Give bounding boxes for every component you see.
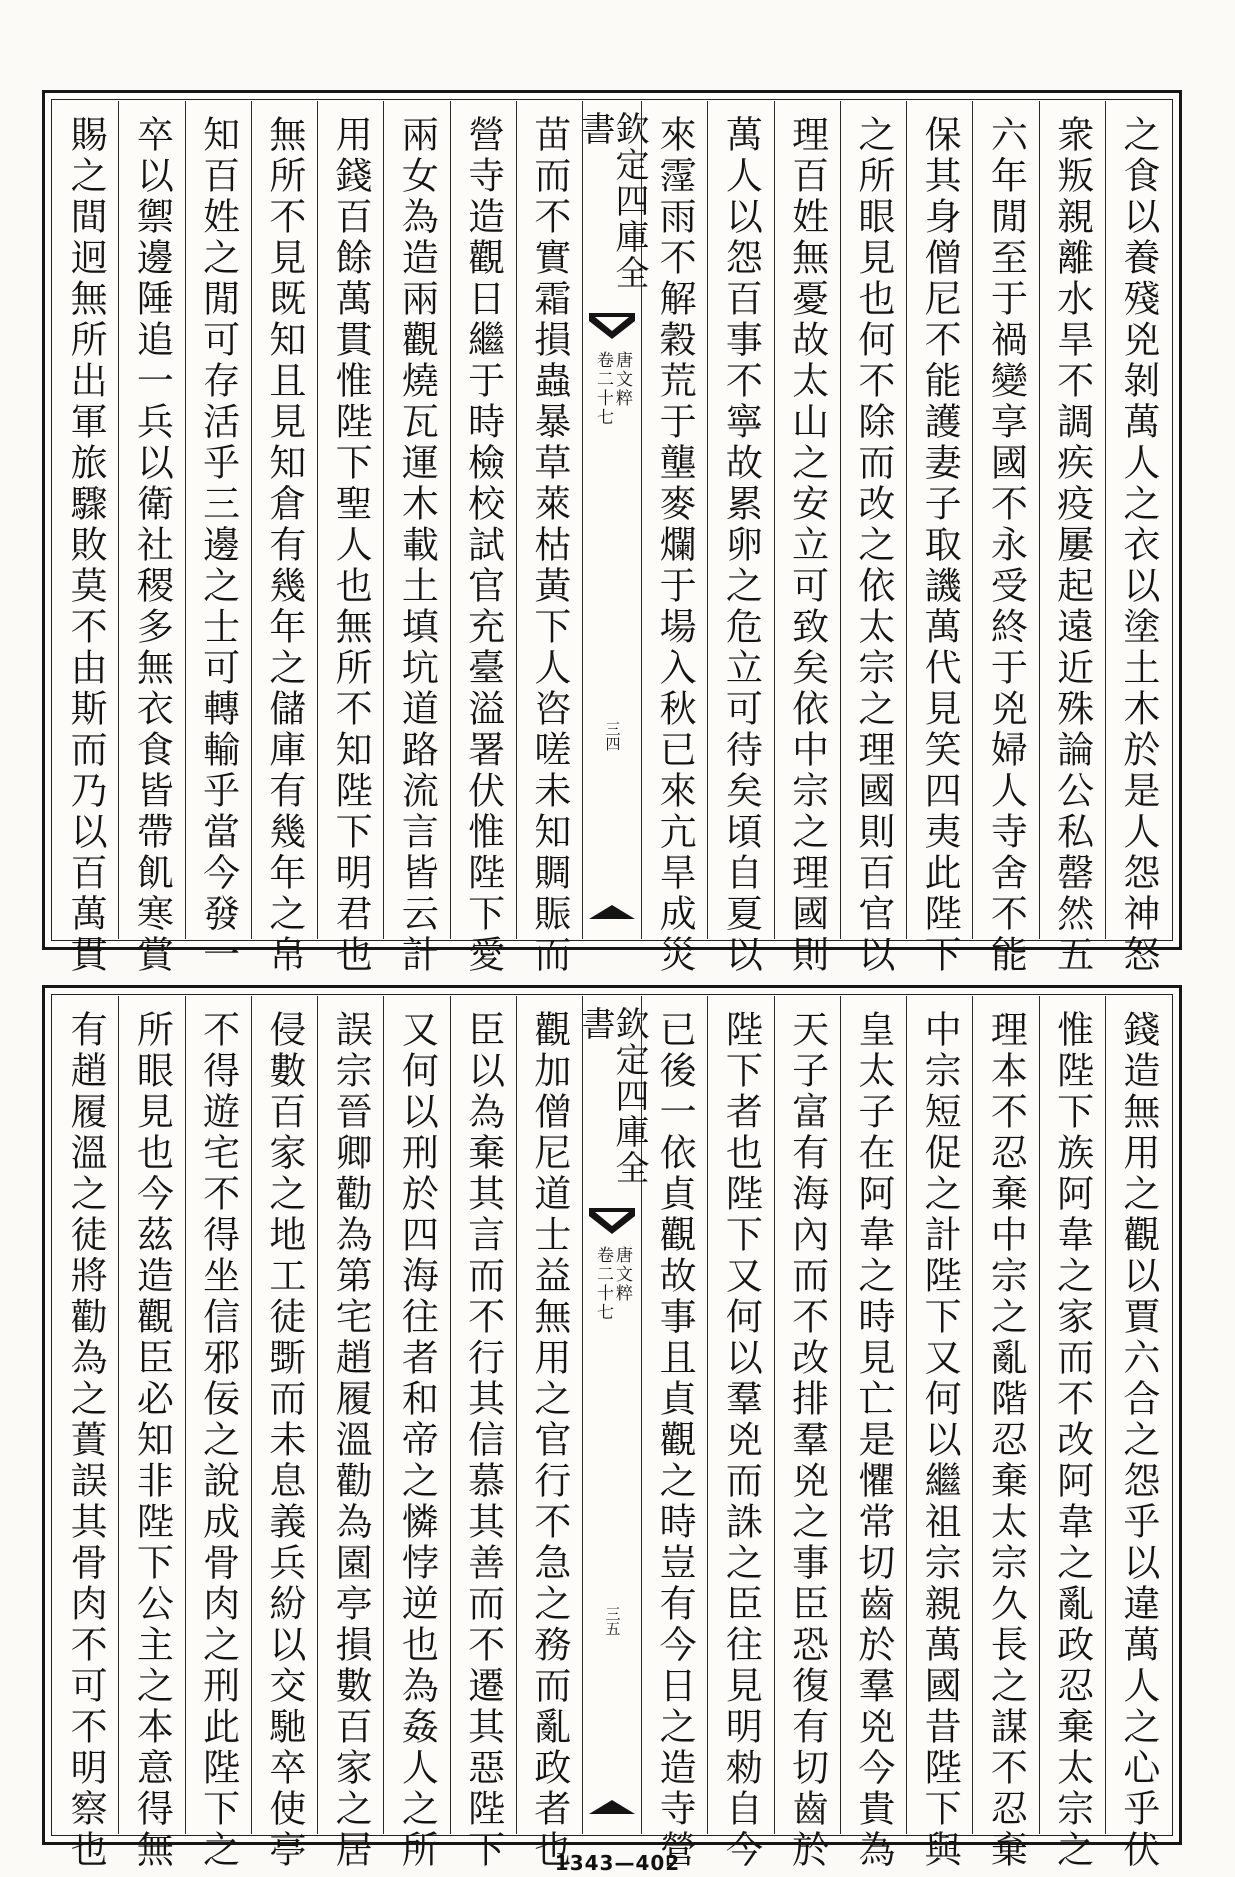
volume-page-label: 1343—402: [554, 1851, 681, 1875]
bottom-mark-icon: [589, 905, 635, 919]
text-column: 誤宗晉卿勸為第宅趙履溫勸為園亭損數百家之居: [317, 996, 383, 1834]
text-column: 知百姓之閒可存活乎三邊之士可轉輸乎當今發一: [185, 101, 251, 939]
text-column: 皇太子在阿韋之時見亡是懼常切齒於羣兇今貴為: [840, 996, 906, 1834]
text-column: 賜之間迥無所出軍旅驟敗莫不由斯而乃以百萬貫: [64, 115, 108, 976]
column-grid: [53, 101, 1171, 976]
volume-label: 卷二十七: [593, 351, 613, 427]
text-column: 不得遊宅不得坐信邪佞之說成骨肉之刑此陛下之: [185, 996, 251, 1834]
book-name: 唐文粹: [612, 1246, 632, 1303]
text-column: 天子富有海內而不改排羣兇之事臣恐復有切齒於: [774, 996, 840, 1834]
text-column: 衆叛親離水旱不調疾疫屢起遠近殊論公私罄然五: [1039, 101, 1105, 939]
text-column: 六年閒至于禍變享國不永受終于兇婦人寺舍不能: [972, 101, 1038, 939]
center-column: [575, 101, 649, 939]
fish-tail-mark-icon: [589, 313, 635, 339]
text-column: 用錢百餘萬貫惟陛下聖人也無所不知陛下明君也: [317, 101, 383, 939]
text-column: 觀加僧尼道士益無用之官行不急之務而亂政者也: [516, 996, 582, 1834]
text-column: 苗而不實霜損蟲暴草萊枯黃下人咨嗟未知賙賑而: [516, 101, 582, 939]
book-series-title: 欽定四庫全書: [575, 1006, 649, 1186]
book-series-title: 欽定四庫全書: [575, 111, 649, 291]
text-column: 之所眼見也何不除而改之依太宗之理國則百官以: [840, 101, 906, 939]
leaf-number: 三五: [603, 1606, 622, 1636]
text-column: 無所不見既知且見知倉有幾年之儲庫有幾年之帛: [251, 101, 317, 939]
text-column: 所眼見也今茲造觀臣必知非陛下公主之本意得無: [118, 996, 184, 1834]
text-column: 營寺造觀日繼于時檢校試官充臺溢署伏惟陛下愛: [450, 101, 516, 939]
text-column: 惟陛下族阿韋之家而不改阿韋之亂政忍棄太宗之: [1039, 996, 1105, 1834]
text-column: 理百姓無憂故太山之安立可致矣依中宗之理國則: [774, 101, 840, 939]
book-name: 唐文粹: [612, 351, 632, 408]
book-meta: [589, 351, 635, 427]
upper-page: [42, 90, 1182, 976]
text-column: 錢造無用之觀以賈六合之怨乎以違萬人之心乎伏: [1105, 996, 1171, 1834]
text-column: 有趙履溫之徒將勸為之蕢誤其骨肉不可不明察也: [64, 1010, 108, 1871]
bottom-mark-icon: [589, 1800, 635, 1814]
leaf-number: 三四: [603, 721, 622, 751]
text-column: 保其身僧尼不能護妻子取譏萬代見笑四夷此陛下: [906, 101, 972, 939]
book-meta: [589, 1246, 635, 1322]
text-column: 理本不忍棄中宗之亂階忍棄太宗久長之謀不忍棄: [972, 996, 1038, 1834]
center-column: [575, 996, 649, 1834]
text-column: 侵數百家之地工徒斲而未息義兵紛以交馳卒使亭: [251, 996, 317, 1834]
text-column: 卒以禦邊陲追一兵以衛社稷多無衣食皆帶飢寒賞: [118, 101, 184, 939]
text-column: 陛下者也陛下又何以羣兇而誅之臣往見明勑自今: [707, 996, 773, 1834]
text-column: 萬人以怨百事不寧故累卵之危立可待矣頃自夏以: [707, 101, 773, 939]
volume-label: 卷二十七: [593, 1246, 613, 1322]
text-column: 已後一依貞觀故事且貞觀之時豈有今日之造寺營: [641, 996, 707, 1834]
text-column: 又何以刑於四海往者和帝之憐悖逆也為姦人之所: [383, 996, 449, 1834]
fish-tail-mark-icon: [589, 1208, 635, 1234]
text-column: 兩女為造兩觀燒瓦運木載土填坑道路流言皆云計: [383, 101, 449, 939]
text-column: 臣以為棄其言而不行其信慕其善而不遷其惡陛下: [450, 996, 516, 1834]
text-column: 來霪雨不解穀荒于壟麥爛于場入秋已來亢旱成災: [641, 101, 707, 939]
text-column: 中宗短促之計陛下又何以繼祖宗親萬國昔陛下與: [906, 996, 972, 1834]
text-column: 之食以養殘兇剝萬人之衣以塗土木於是人怨神怒: [1105, 101, 1171, 939]
